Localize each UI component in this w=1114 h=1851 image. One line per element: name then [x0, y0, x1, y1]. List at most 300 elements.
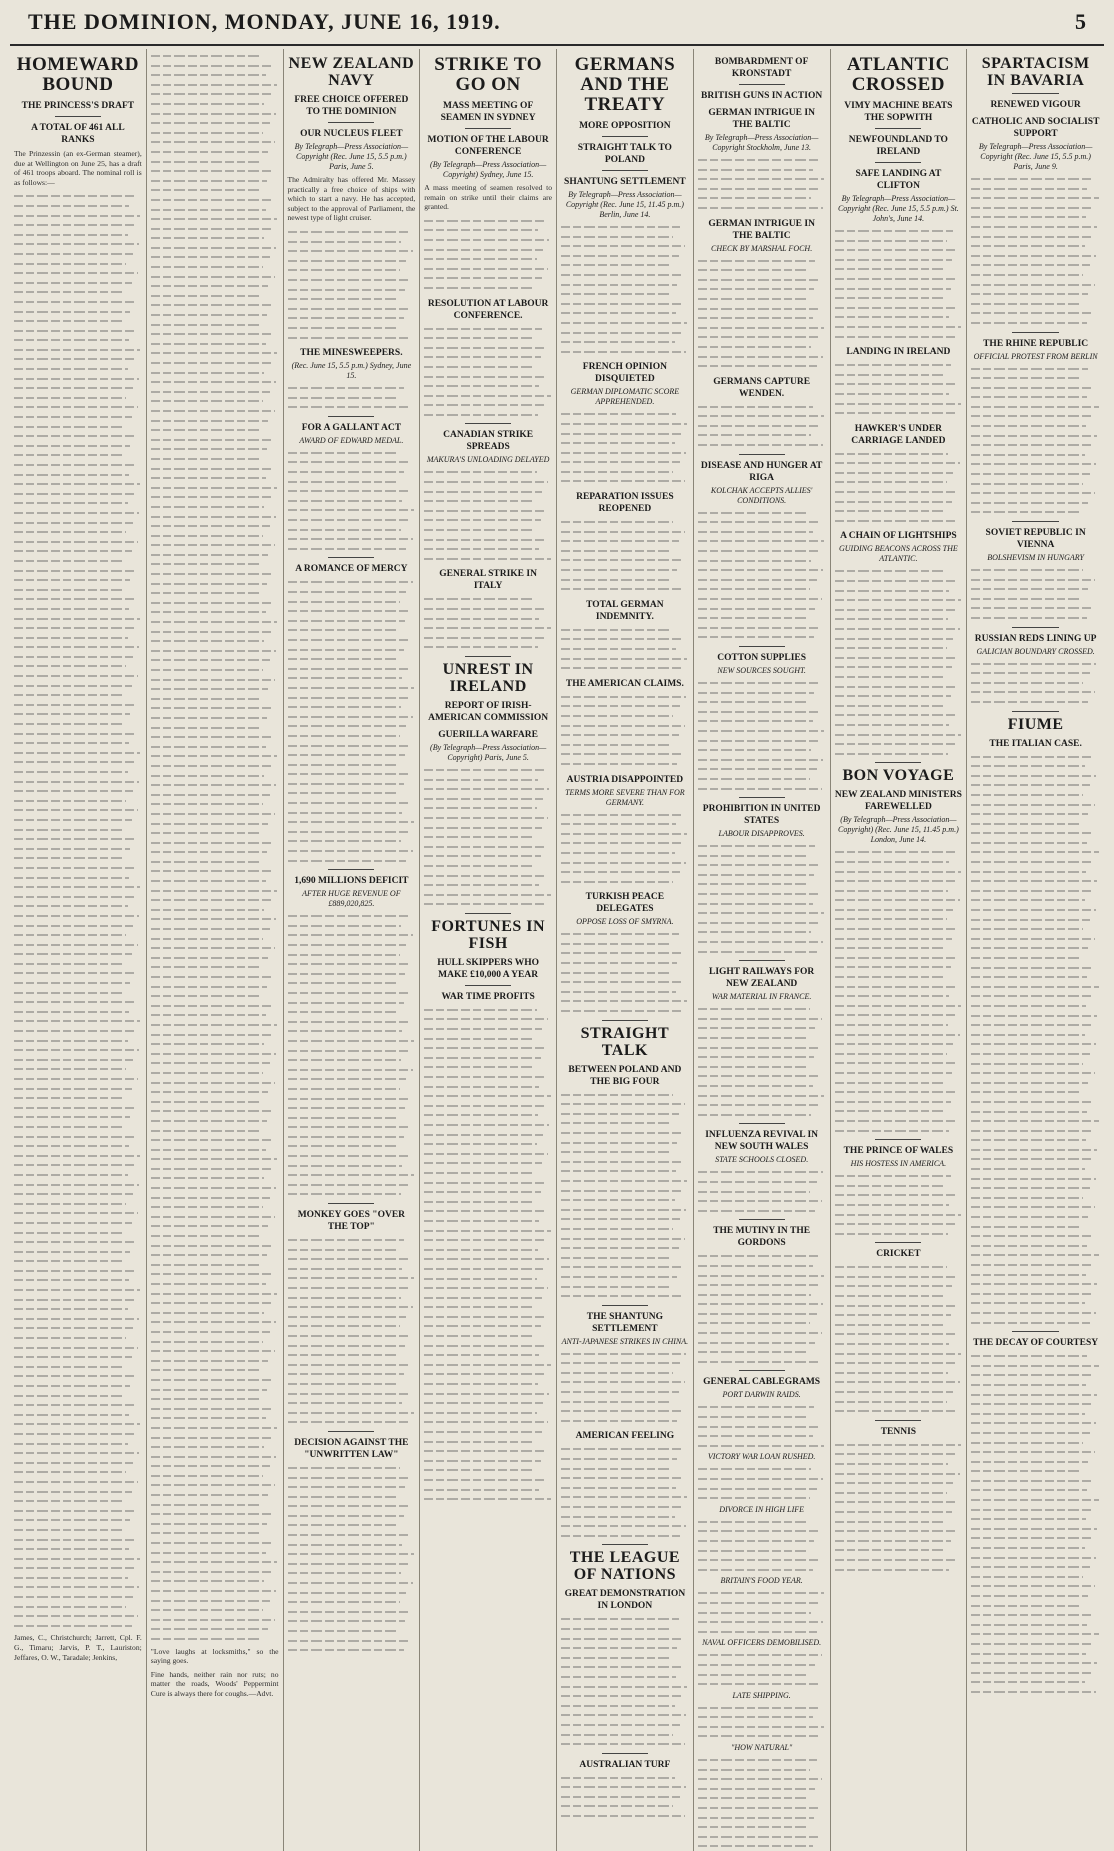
dateline: HIS HOSTESS IN AMERICA. — [850, 1159, 947, 1169]
text-line — [424, 1302, 535, 1312]
subheading: PROHIBITION IN UNITED STATES — [702, 804, 821, 827]
text-line — [561, 740, 672, 750]
text-line — [971, 1020, 1091, 1030]
text-line — [698, 604, 816, 614]
dateline: By Telegraph—Press Association—Copyright Stockholm, June 13. — [704, 133, 819, 152]
text-line — [288, 1341, 406, 1351]
text-line — [14, 374, 139, 384]
divider — [465, 128, 511, 129]
text-line — [151, 396, 263, 406]
text-line — [424, 1216, 539, 1226]
text-line — [971, 383, 1093, 393]
text-line — [698, 726, 824, 736]
text-line — [288, 1189, 402, 1199]
text-line — [424, 1293, 542, 1303]
text-line — [561, 1739, 685, 1749]
divider — [1012, 627, 1058, 628]
text-line — [151, 1327, 270, 1337]
article-text-lines — [288, 577, 416, 865]
text-line — [14, 1410, 129, 1420]
text-line — [14, 1477, 138, 1487]
text-line — [698, 517, 819, 527]
column-8 — [967, 49, 1104, 1851]
text-line — [971, 1116, 1098, 1126]
text-line — [424, 1485, 539, 1495]
text-line — [288, 1103, 406, 1113]
text-line — [698, 508, 808, 518]
text-line — [971, 953, 1082, 963]
subheading: BETWEEN POLAND AND THE BIG FOUR — [568, 1064, 682, 1087]
subheading: A CHAIN OF LIGHTSHIPS — [840, 531, 957, 542]
text-line — [698, 1043, 821, 1053]
column-1 — [10, 49, 147, 1851]
subheading: RUSSIAN REDS LINING UP — [974, 633, 1097, 644]
text-line — [151, 1145, 266, 1155]
text-line — [835, 962, 951, 972]
text-line — [424, 477, 548, 487]
text-line — [424, 861, 534, 871]
text-line — [14, 1323, 133, 1333]
text-line — [698, 1290, 812, 1300]
text-line — [14, 1237, 137, 1247]
text-line — [151, 1173, 265, 1183]
text-line — [698, 736, 818, 746]
text-line — [698, 1464, 812, 1474]
text-line — [971, 308, 1093, 318]
text-line — [698, 527, 813, 537]
text-line — [151, 157, 262, 167]
text-line — [561, 1416, 677, 1426]
text-line — [288, 741, 412, 751]
dateline: AWARD OF EDWARD MEDAL. — [299, 435, 404, 445]
divider — [465, 913, 511, 914]
text-line — [288, 940, 407, 950]
text-line — [151, 1346, 275, 1356]
text-line — [971, 678, 1083, 688]
text-line — [561, 308, 676, 318]
text-line — [835, 672, 946, 682]
text-line — [971, 440, 1091, 450]
text-line — [424, 1226, 550, 1236]
text-line — [698, 1347, 809, 1357]
text-line — [835, 1030, 960, 1040]
text-line — [151, 1433, 271, 1443]
divider — [1012, 93, 1058, 94]
text-line — [288, 1473, 412, 1483]
text-line — [151, 588, 261, 598]
text-line — [151, 1164, 271, 1174]
text-line — [288, 496, 403, 506]
text-line — [971, 421, 1086, 431]
text-line — [835, 1368, 949, 1378]
text-line — [561, 1176, 687, 1186]
article-text-lines — [698, 508, 826, 642]
dateline: By Telegraph—Press Association—Copyright (Rec. June 15, 11.45 p.m.) Berlin, June 14. — [565, 190, 684, 219]
text-line — [835, 1078, 946, 1088]
divider — [602, 1020, 648, 1021]
subheading: REPARATION ISSUES REOPENED — [576, 492, 674, 515]
text-line — [561, 858, 686, 868]
article-text-lines — [151, 51, 279, 1644]
masthead-title: THE DOMINION, MONDAY, JUNE 16, 1919. — [28, 9, 501, 34]
text-line — [151, 224, 271, 234]
text-line — [151, 1058, 270, 1068]
text-line — [561, 1521, 686, 1531]
text-line — [835, 1126, 950, 1136]
text-line — [14, 1611, 138, 1621]
text-line — [835, 662, 953, 672]
text-line — [14, 661, 126, 671]
text-line — [835, 516, 958, 526]
headline: THE LEAGUE OF NATIONS — [569, 1549, 681, 1584]
text-line — [835, 739, 955, 749]
text-line — [288, 930, 413, 940]
text-line — [561, 1166, 676, 1176]
text-line — [971, 697, 1088, 707]
text-line — [835, 1210, 961, 1220]
text-line — [971, 212, 1086, 222]
divider — [602, 1753, 648, 1754]
text-line — [561, 1792, 680, 1802]
text-line — [698, 1441, 824, 1451]
text-line — [151, 1030, 271, 1040]
text-line — [151, 1548, 266, 1558]
text-line — [151, 675, 275, 685]
text-line — [835, 972, 945, 982]
text-line — [424, 1446, 547, 1456]
article-body: James, C., Christchurch; Jarrett, Cpl. F. G., Timaru; Jarvis, P. T., Lauriston; Jeffares, O. W., Taradale; Jenkins, — [14, 1633, 142, 1662]
text-line — [971, 1260, 1092, 1270]
divider — [602, 136, 648, 137]
text-line — [288, 721, 407, 731]
text-line — [14, 1487, 132, 1497]
dateline: (By Telegraph—Press Association—Copyright) Sydney, June 15. — [430, 160, 547, 179]
text-line — [424, 1389, 549, 1399]
text-line — [151, 550, 269, 560]
dateline: BOLSHEVISM IN HUNGARY — [987, 553, 1084, 562]
text-line — [971, 1677, 1084, 1687]
subheading: TOTAL GERMAN INDEMNITY. — [586, 599, 664, 622]
headline: FORTUNES IN FISH — [431, 917, 546, 952]
text-line — [698, 1679, 821, 1689]
text-line — [971, 1241, 1087, 1251]
subheading: DISEASE AND HUNGER AT RIGA — [700, 460, 823, 483]
text-line — [288, 304, 411, 314]
text-line — [14, 1506, 137, 1516]
text-line — [151, 1586, 276, 1596]
text-line — [424, 832, 535, 842]
text-line — [971, 1174, 1096, 1184]
text-line — [971, 507, 1082, 517]
subheading: LANDING IN IRELAND — [846, 347, 951, 358]
dateline: LATE SHIPPING. — [732, 1690, 791, 1700]
text-line — [971, 193, 1098, 203]
text-line — [971, 1687, 1096, 1697]
text-line — [14, 738, 129, 748]
article-text-lines — [424, 1005, 552, 1504]
text-line — [14, 1304, 128, 1314]
text-line — [971, 828, 1093, 838]
text-line — [14, 1093, 125, 1103]
article-text-lines — [698, 1251, 826, 1366]
text-line — [698, 584, 810, 594]
text-line — [14, 1036, 128, 1046]
text-line — [698, 851, 809, 861]
text-line — [561, 1147, 671, 1157]
text-line — [424, 1101, 544, 1111]
text-line — [14, 604, 129, 614]
text-line — [971, 895, 1084, 905]
text-line — [151, 329, 272, 339]
text-line — [835, 370, 945, 380]
text-line — [561, 1710, 686, 1720]
article-text-lines — [835, 1171, 963, 1238]
text-line — [151, 1049, 276, 1059]
text-line — [14, 882, 140, 892]
text-line — [698, 1023, 816, 1033]
subheading: STRAIGHT TALK TO POLAND — [577, 143, 672, 165]
text-line — [971, 1409, 1084, 1419]
text-line — [288, 237, 402, 247]
text-line — [835, 293, 945, 303]
text-line — [561, 1109, 679, 1119]
text-line — [151, 444, 267, 454]
text-line — [698, 284, 814, 294]
text-line — [151, 51, 261, 61]
text-line — [151, 723, 261, 733]
text-line — [971, 232, 1091, 242]
text-line — [288, 246, 413, 256]
text-line — [151, 914, 276, 924]
text-line — [561, 1512, 675, 1522]
text-line — [424, 1062, 534, 1072]
text-line — [288, 645, 404, 655]
text-line — [424, 1321, 540, 1331]
dateline: NAVAL OFFICERS DEMOBILISED. — [702, 1638, 822, 1648]
text-line — [561, 663, 681, 673]
text-line — [14, 997, 135, 1007]
text-line — [698, 174, 824, 184]
text-line — [971, 1308, 1096, 1318]
text-line — [561, 251, 679, 261]
text-line — [971, 809, 1088, 819]
text-line — [288, 779, 404, 789]
text-line — [698, 1608, 812, 1618]
text-line — [561, 968, 671, 978]
dateline: By Telegraph—Press Association—Copyright (Rec. June 15, 5.5 p.m.) Paris, June 5. — [294, 142, 409, 171]
text-line — [698, 1177, 817, 1187]
text-line — [971, 392, 1087, 402]
text-line — [835, 255, 953, 265]
text-line — [698, 1110, 812, 1120]
text-line — [14, 1112, 130, 1122]
text-line — [288, 1094, 412, 1104]
subheading: A ROMANCE OF MERCY — [295, 564, 408, 575]
text-line — [698, 1271, 824, 1281]
article-text-lines — [561, 517, 689, 594]
text-line — [424, 1312, 547, 1322]
text-line — [288, 1026, 403, 1036]
text-line — [288, 256, 407, 266]
text-line — [561, 1483, 676, 1493]
text-line — [14, 805, 138, 815]
text-line — [14, 1515, 130, 1525]
text-line — [14, 1103, 137, 1113]
text-line — [835, 701, 945, 711]
text-line — [288, 1645, 404, 1655]
text-line — [835, 264, 946, 274]
text-line — [835, 1010, 955, 1020]
text-line — [971, 1270, 1086, 1280]
text-line — [14, 345, 140, 355]
article-text-lines — [424, 594, 552, 652]
text-line — [698, 678, 821, 688]
text-line — [14, 354, 134, 364]
text-line — [698, 1803, 821, 1813]
text-line — [151, 483, 277, 493]
text-line — [971, 241, 1084, 251]
text-line — [835, 1097, 951, 1107]
text-line — [835, 847, 956, 857]
text-line — [151, 655, 270, 665]
text-line — [835, 497, 953, 507]
text-line — [151, 291, 262, 301]
text-line — [698, 899, 813, 909]
subheading: SAFE LANDING AT CLIFTON — [855, 169, 942, 191]
subheading: GREAT DEMONSTRATION IN LONDON — [564, 1589, 686, 1612]
dateline: "HOW NATURAL" — [730, 1743, 793, 1753]
text-line — [14, 211, 140, 221]
text-line — [288, 1540, 403, 1550]
text-line — [698, 860, 821, 870]
divider — [328, 122, 374, 123]
text-line — [288, 1113, 399, 1123]
text-line — [14, 873, 129, 883]
text-line — [561, 1006, 681, 1016]
text-line — [151, 742, 266, 752]
text-line — [424, 851, 540, 861]
text-line — [14, 1055, 133, 1065]
text-line — [698, 1841, 813, 1851]
text-line — [14, 748, 140, 758]
subheading: BRITISH GUNS IN ACTION — [701, 91, 823, 101]
text-line — [561, 1691, 681, 1701]
dateline: VICTORY WAR LOAN RUSHED. — [707, 1452, 816, 1462]
text-line — [151, 89, 271, 99]
text-line — [424, 784, 549, 794]
text-line — [971, 1087, 1082, 1097]
text-line — [971, 1231, 1093, 1241]
text-line — [561, 419, 687, 429]
text-line — [288, 1065, 413, 1075]
text-line — [151, 895, 271, 905]
text-line — [151, 1337, 263, 1347]
text-line — [14, 431, 137, 441]
text-line — [151, 1193, 270, 1203]
text-line — [424, 1120, 549, 1130]
text-line — [835, 605, 955, 615]
text-line — [835, 1339, 950, 1349]
divider — [1012, 1331, 1058, 1332]
text-line — [14, 988, 124, 998]
text-line — [835, 634, 954, 644]
text-line — [561, 536, 679, 546]
text-line — [151, 1001, 272, 1011]
text-line — [14, 1439, 128, 1449]
text-line — [151, 1509, 274, 1519]
text-line — [561, 1262, 684, 1272]
text-line — [14, 1064, 126, 1074]
text-line — [14, 1007, 129, 1017]
text-line — [424, 880, 539, 890]
text-line — [288, 1293, 402, 1303]
text-line — [151, 1615, 275, 1625]
text-line — [698, 908, 824, 918]
text-line — [698, 275, 821, 285]
dateline: By Telegraph—Press Association—Copyright (Rec. June 15, 5.5 p.m.) Paris, June 9. — [978, 142, 1093, 171]
text-line — [151, 1394, 261, 1404]
article-text-lines — [698, 1464, 826, 1502]
text-line — [151, 128, 263, 138]
article-body: The Admiralty has offered Mr. Massey practically a free choice of ships with which to start a navy. He has accepted, subject to the approval of Parliament, the newest type of light cruiser. — [287, 175, 416, 223]
text-line — [288, 635, 411, 645]
text-line — [835, 468, 954, 478]
text-line — [14, 959, 125, 969]
text-line — [14, 796, 126, 806]
text-line — [151, 1202, 263, 1212]
column-5 — [557, 49, 694, 1851]
text-line — [561, 517, 673, 527]
dateline: PORT DARWIN RAIDS. — [722, 1390, 801, 1400]
text-line — [288, 760, 399, 770]
subheading: THE DECAY OF COURTESY — [973, 1338, 1099, 1349]
text-line — [835, 1329, 956, 1339]
text-line — [424, 614, 539, 624]
dateline: WAR MATERIAL IN FRANCE. — [711, 992, 812, 1002]
text-line — [288, 1607, 412, 1617]
article-text-lines — [971, 752, 1100, 1328]
text-line — [698, 1004, 810, 1014]
article-text-lines — [14, 191, 142, 1630]
text-line — [151, 1356, 269, 1366]
text-line — [14, 326, 135, 336]
text-line — [151, 732, 272, 742]
text-line — [151, 262, 263, 272]
text-line — [14, 1429, 134, 1439]
text-line — [835, 1497, 959, 1507]
text-line — [14, 844, 130, 854]
text-line — [561, 867, 680, 877]
text-line — [151, 1605, 263, 1615]
text-line — [971, 963, 1093, 973]
text-line — [971, 752, 1091, 762]
text-line — [151, 1404, 272, 1414]
text-line — [14, 278, 132, 288]
article-text-lines — [698, 1703, 826, 1741]
text-line — [151, 1452, 276, 1462]
text-line — [288, 1530, 409, 1540]
text-line — [424, 1168, 535, 1178]
column-4 — [420, 49, 557, 1851]
text-line — [561, 810, 682, 820]
text-line — [14, 1582, 139, 1592]
text-line — [288, 1549, 414, 1559]
text-line — [14, 393, 126, 403]
text-line — [835, 332, 955, 342]
text-line — [835, 1291, 946, 1301]
text-line — [561, 1614, 679, 1624]
column-3 — [284, 49, 421, 1851]
